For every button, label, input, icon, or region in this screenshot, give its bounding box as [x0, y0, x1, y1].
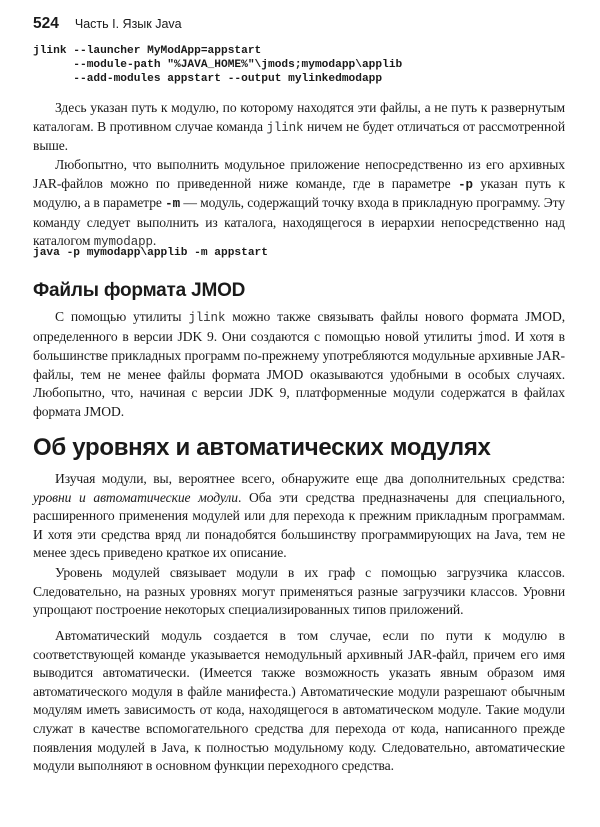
text-run: С помощью утилиты — [55, 309, 189, 324]
text-run: . — [152, 233, 157, 249]
paragraph-levels-intro — [33, 470, 565, 563]
text-run: можно также связывать файлы нового формата JMOD, определенного в версии JDK 9. Они создаются с помощью новой утилиты — [33, 309, 565, 344]
code-line: --add-modules appstart --output mylinkedmodapp — [33, 73, 383, 85]
inline-option: -p — [458, 177, 473, 192]
paragraph-module-layer: Уровень модулей связывает модули в их граф с помощью загрузчика классов. Следовательно, на разных уровнях могут применяться разные загрузчики классов. Уровни упрощают построение некоторых специализированных типов приложений. — [33, 565, 565, 618]
section-title-levels: Об уровнях и автоматических модулях — [33, 434, 491, 461]
code-block-jlink — [33, 44, 402, 86]
text-run: Любопытно, что выполнить модульное приложение непосредственно из его архивных JAR-файлов можно по приведенной ниже команде, где в параметре — [33, 157, 565, 191]
text-run: . Оба эти средства предназначены для специального, расширенного применения модулей или для перехода к прежним прикладным программам. И хотя эти средства вряд ли понадобятся большинству программирующих на Java, тем не менее здесь приведено краткое их описание. — [33, 489, 565, 561]
text-run: Изучая модули, вы, вероятнее всего, обнаружите еще два дополнительных средства: — [55, 471, 565, 486]
page-number: 524 — [33, 15, 59, 32]
section-title-jmod: Файлы формата JMOD — [33, 280, 246, 301]
paragraph-automatic-modules: Автоматический модуль создается в том случае, если по пути к модулю в соответствующей команде указывается немодульный архивный JAR-файл, причем его имя выводится автоматически. (Имеется также возможность указать явным образом имя автоматического модуля в файле манифеста.) Автоматические модули разрешают обычным модулям иметь зависимость от кода, находящегося в автоматическом модуле. Такие модули служат в качестве вспомогательного средства для перехода от кода, написанного прежде появления модулей в Java, к полностью модульному коду. Следовательно, автоматические модули выполняют в основном функции переходного средства. — [33, 628, 565, 774]
code-block-java-run — [33, 246, 268, 260]
code-line: jlink --launcher MyModApp=appstart — [33, 45, 262, 57]
page-header — [33, 15, 182, 35]
code-line: java -p mymodapp\applib -m appstart — [33, 247, 268, 259]
paragraph-module-path — [33, 99, 565, 156]
paragraph-jmod — [33, 308, 565, 422]
emphasis: уровни и автоматические модули — [33, 489, 238, 505]
inline-code: jlink — [188, 311, 226, 325]
inline-code: jlink — [266, 120, 304, 135]
inline-option: -m — [165, 197, 180, 212]
text-run: Здесь указан путь к модулю, по которому находятся эти файлы, а не путь к развернутым каталогам. В противном случае команда — [33, 100, 565, 134]
inline-code: jmod — [477, 330, 507, 345]
running-title: Часть I. Язык Java — [74, 17, 182, 31]
paragraph-run-from-jar — [33, 156, 565, 252]
text-run: ничем не будет отличаться от рассмотренной выше. — [33, 118, 565, 154]
text-run: — модуль, содержащий точку входа в прикладную программу. Эту команду следует выполнить из каталога, находящегося в иерархии непосредственно над каталогом — [33, 195, 565, 249]
text-run: указан путь к модулю, а в параметре — [33, 175, 565, 211]
inline-code: mymodapp — [93, 235, 153, 250]
code-line: --module-path "%JAVA_HOME%"\jmods;mymodapp\applib — [33, 59, 403, 71]
text-run: . И хотя в большинстве прикладных программ по-прежнему употребляются модульные архивные JAR-файлы, тем не менее файлы формата JMOD оказываются удобными в особых случаях. Любопытно, что, начиная с версии JDK 9, платформенные модули содержатся в файлах формата JMOD. — [33, 328, 565, 419]
